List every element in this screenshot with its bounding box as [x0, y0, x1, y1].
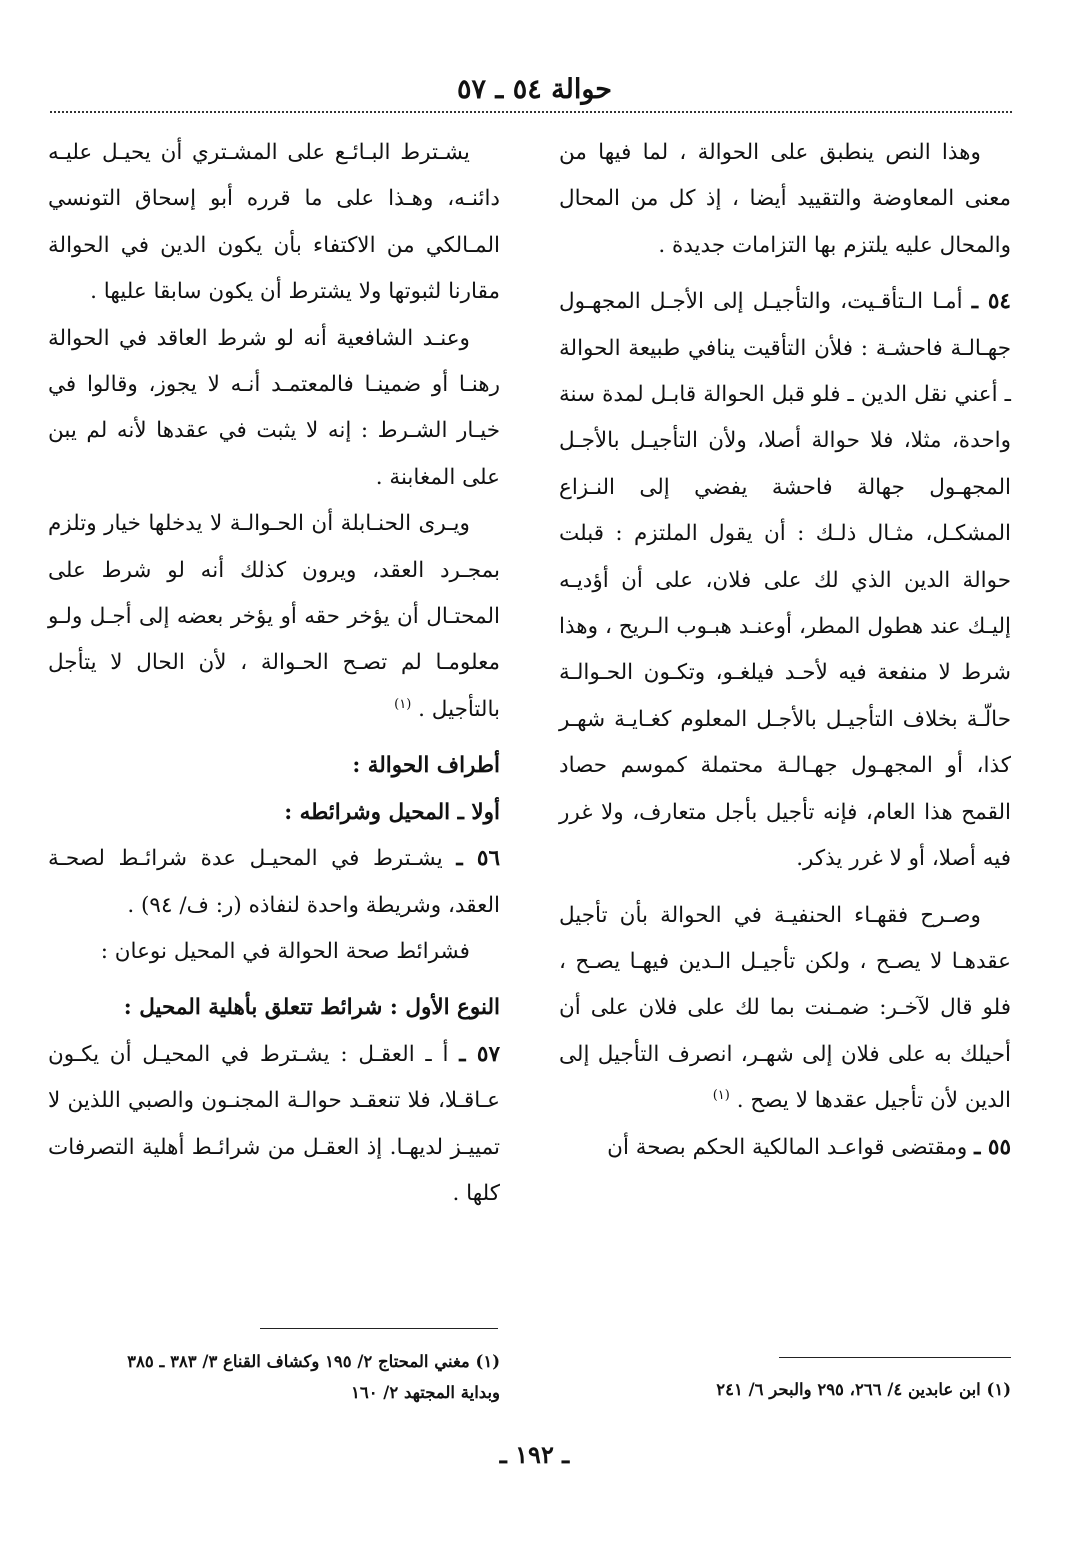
right-paragraph-3-text: وصـرح فقهـاء الحنفيـة في الحوالة بأن تأجيل عقدهـا لا يصـح ، ولكن تأجيـل الـدين فيهـا يصـح ، فلو قال لآخـر: ضمـنت بما لك على فلان على أن أحيلك به على فلان إلى شهـر، انصرف التأجيل إلى الدين لأن تأجيل عقدها لا يصح .	[559, 902, 1011, 1114]
left-paragraph-4	[48, 836, 500, 929]
right-paragraph-4	[559, 1125, 1011, 1171]
right-paragraph-1-text: وهذا النص ينطبق على الحوالة ، لما فيها من معنى المعاوضة والتقييد أيضا ، إذ كل من المحال والمحال عليه يلتزم بها التزامات جديدة .	[559, 140, 1011, 258]
footnote-rule-left	[260, 1328, 498, 1329]
right-paragraph-1	[559, 130, 1011, 269]
left-paragraph-3	[48, 501, 500, 733]
footnote-left	[48, 1346, 500, 1408]
section-number-55: ٥٥ ـ	[974, 1134, 1011, 1160]
heading-parties: أطراف الحوالة :	[352, 753, 500, 779]
footnote-right	[559, 1374, 1011, 1405]
section-number-56: ٥٦ ـ	[456, 846, 500, 872]
left-paragraph-5: فشرائط صحة الحوالة في المحيل نوعان :	[100, 938, 470, 964]
section-number-57: ٥٧ ـ	[459, 1041, 500, 1067]
footnote-right-text: (١) ابن عابدين ٤/ ٢٦٦، ٢٩٥ والبحر ٦/ ٢٤١	[716, 1380, 1011, 1399]
left-paragraph-6	[48, 1032, 500, 1218]
header-dotted-rule	[50, 111, 1012, 113]
heading-muhil-conditions: أولا ـ المحيل وشرائطه :	[284, 799, 500, 825]
page-number: ـ ١٩٢ ـ	[499, 1440, 570, 1469]
left-column	[48, 130, 500, 1217]
footnote-left-line-1: (١) مغني المحتاج ٢/ ١٩٥ وكشاف القناع ٣/ ٣٨٣ ـ ٣٨٥	[127, 1352, 500, 1371]
left-paragraph-1-text: يشـترط البـائـع على المشـتري أن يحيـل عليـه دائنـه، وهـذا على ما قرره أبو إسحاق التونسي المـالكي من الاكتفاء بأن يكون الدين في الحوالة مقارنا لثبوتها ولا يشترط أن يكون سابقا عليها .	[48, 140, 500, 305]
footnote-ref-left: (١)	[394, 696, 412, 712]
left-paragraph-1	[48, 130, 500, 316]
footnote-left-line-2: وبداية المجتهد ٢/ ١٦٠	[350, 1383, 500, 1402]
footnote-ref-right: (١)	[712, 1087, 730, 1103]
section-number-54: ٥٤ ـ	[971, 289, 1011, 315]
footnote-rule-right	[779, 1357, 1011, 1358]
heading-first-type: النوع الأول : شرائط تتعلق بأهلية المحيل :	[123, 995, 500, 1021]
right-paragraph-2	[559, 279, 1011, 882]
right-paragraph-3	[559, 893, 1011, 1125]
right-paragraph-4-text: ومقتضى قواعـد المالكية الحكم بصحة أن	[607, 1134, 968, 1160]
left-paragraph-2-text: وعنـد الشافعية أنه لو شرط العاقد في الحوالة رهنـا أو ضمينـا فالمعتمـد أنـه لا يجوز، وقالوا في خيـار الشـرط : إنه لا يثبت في عقدها لأنه لم يبن على المغابنة .	[48, 325, 500, 490]
right-paragraph-2-text: أمـا الـتأقـيت، والتأجيـل إلى الأجـل المجهـول جهـالـة فاحشـة : فلأن التأقيت ينافي طبيعة الحوالة ـ أعني نقل الدين ـ فلو قبل الحوالة قابـل لمدة سنة واحدة، مثلا، فلا حوالة أصلا، ولأن التأجيـل بالأجـل المجهـول جهالة فاحشة يفضي إلى النـزاع المشكـل، مثـال ذلـك : أن يقول الملتزم : قبلت حوالة الدين الذي لك على فلان، على أن أؤديـه إليـك عند هطول المطر، أوعنـد هبـوب الـريح ، وهذا شرط لا منفعة فيه لأحـد فيلغـو، وتكـون الحـوالـة حالّـة بخلاف التأجيـل بالأجـل المعلوم كغـايـة شهـر كذا، أو المجهـول جهـالـة محتملة كموسم حصاد القمح هذا العام، فإنه تأجيل بأجل متعارف، ولا غرر فيه أصلا، أو لا غرر يذكر.	[559, 289, 1011, 872]
left-paragraph-3-text: ويـرى الحنـابلة أن الحـوالـة لا يدخلها خيار وتلزم بمجـرد العقد، ويرون كذلك أنه لو شرط على المحتـال أن يؤخر حقه أو يؤخر بعضه إلى أجـل ولـو معلومـا لم تصـح الحـوالة ، لأن الحال لا يتأجل بالتأجيل .	[48, 511, 500, 722]
left-paragraph-2	[48, 316, 500, 502]
left-paragraph-6-text: أ ـ العقـل : يشـترط في المحيـل أن يكـون عـاقـلا، فلا تنعقـد حوالـة المجنـون والصبي اللذين لا تمييـز لديهـا. إذ العقـل من شرائـط أهلية التصرفات كلها .	[48, 1041, 500, 1206]
right-column	[559, 130, 1011, 1171]
running-head: حوالة ٥٤ ـ ٥٧	[457, 74, 612, 105]
left-paragraph-4-text: يشـترط في المحيـل عدة شرائـط لصحـة العقد، وشريطة واحدة لنفاذه (ر: ف/ ٩٤) .	[48, 846, 500, 918]
